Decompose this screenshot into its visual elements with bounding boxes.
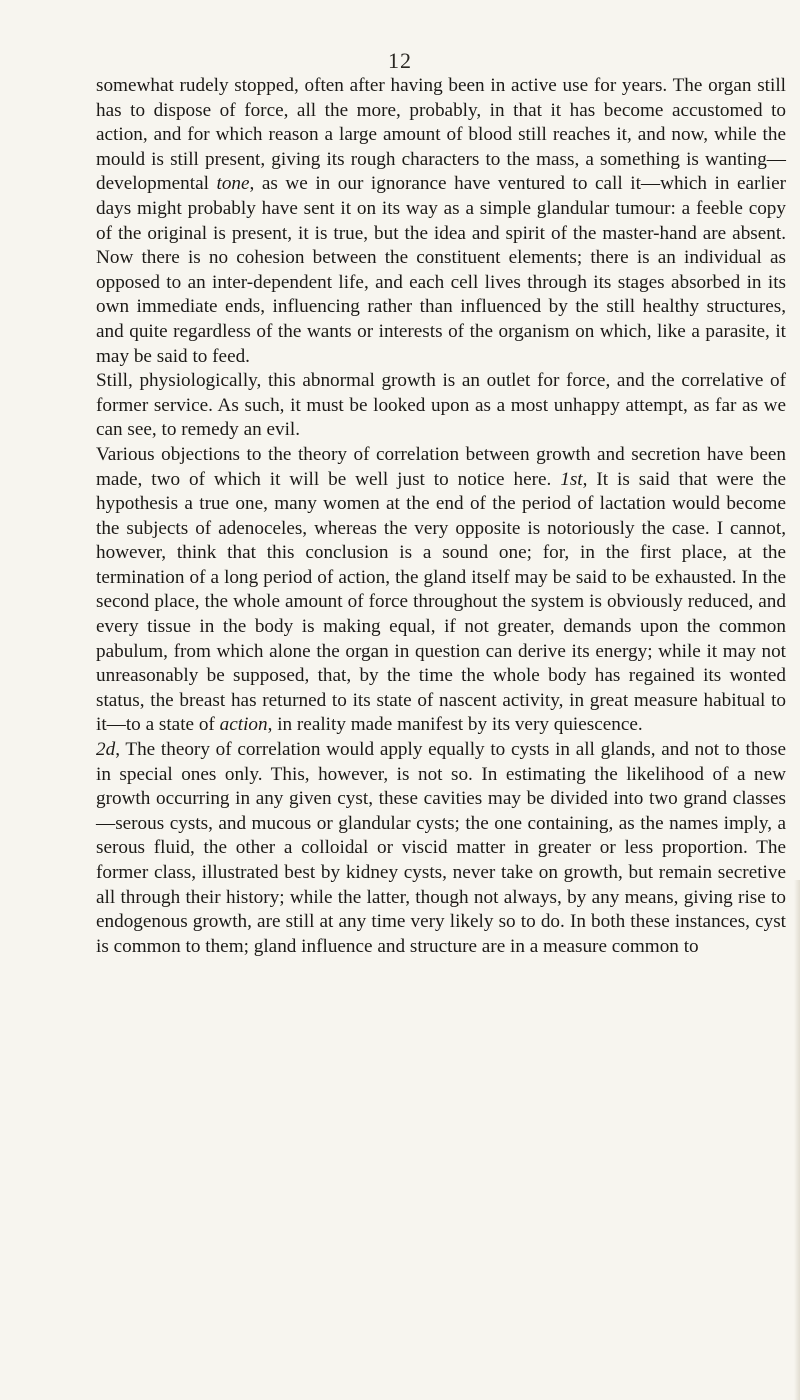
italic-run: tone [216,173,250,195]
paragraph [96,369,786,443]
paragraph [96,443,786,738]
text-run: somewhat rudely stopped, often after having been in active use for years. The organ still has to dispose of force, all the more, probably, in that it has become accustomed to action, and for which reason a large amount of blood still reaches it, and now, while the mould is still present, giving its rough characters to the mass, a something is wanting—developmental [96,75,786,195]
paragraph [96,74,786,369]
text-run: , It is said that were the hypothesis a true one, many women at the end of the period of lactation would become the subjects of adenoceles, whereas the very opposite is notoriously the case. I cannot, however, think that this conclusion is a sound one; for, in the first place, at the termination of a long period of action, the gland itself may be said to be exhausted. In the second place, the whole amount of force throughout the system is obviously reduced, and every tissue in the body is making equal, if not greater, demands upon the common pabulum, from which alone the organ in question can derive its energy; while it may not unreasonably be supposed, that, by the time the whole body has regained its wonted status, the breast has returned to its state of nascent activity, in great measure habitual to it—to a state of [96,468,786,736]
italic-run: action [219,714,268,736]
italic-run: 1st [560,468,583,490]
text-run: , as we in our ignorance have ventured to call it—which in earlier days might probably have sent it on its way as a simple glandular tumour: a feeble copy of the original is present, it is true, but the idea and spirit of the master-hand are absent. Now there is no cohesion between the constituent elements; there is an individual as opposed to an inter-dependent life, and each cell lives through its stages absorbed in its own immediate ends, influencing rather than influenced by the still healthy structures, and quite regardless of the wants or interests of the organism on which, like a parasite, it may be said to feed. [96,173,786,367]
body-text [96,74,786,959]
page-number: 12 [388,48,412,73]
text-run: Various objections to the theory of correlation between growth and secretion have been made, two of which it will be well just to notice here. [96,443,786,490]
text-run: , The theory of correlation would apply equally to cysts in all glands, and not to those in special ones only. This, however, is not so. In estimating the likelihood of a new growth occurring in any given cyst, these cavities may be divided into two grand classes—serous cysts, and mucous or glandular cysts; the one containing, as the names imply, a serous fluid, the other a colloidal or viscid matter in greater or less proportion. The former class, illustrated best by kidney cysts, never take on growth, but remain secretive all through their history; while the latter, though not always, by any means, giving rise to endogenous growth, are still at any time very likely so to do. In both these instances, cyst is common to them; gland influence and structure are in a measure common to [96,739,786,957]
text-run: , in reality made manifest by its very quiescence. [267,714,643,736]
text-run: Still, physiologically, this abnormal growth is an outlet for force, and the correlative of former service. As such, it must be looked upon as a most unhappy attempt, as far as we can see, to remedy an evil. [96,370,786,441]
paragraph [96,738,786,959]
italic-run: 2d [96,739,116,761]
page-edge-shadow [794,880,800,1400]
